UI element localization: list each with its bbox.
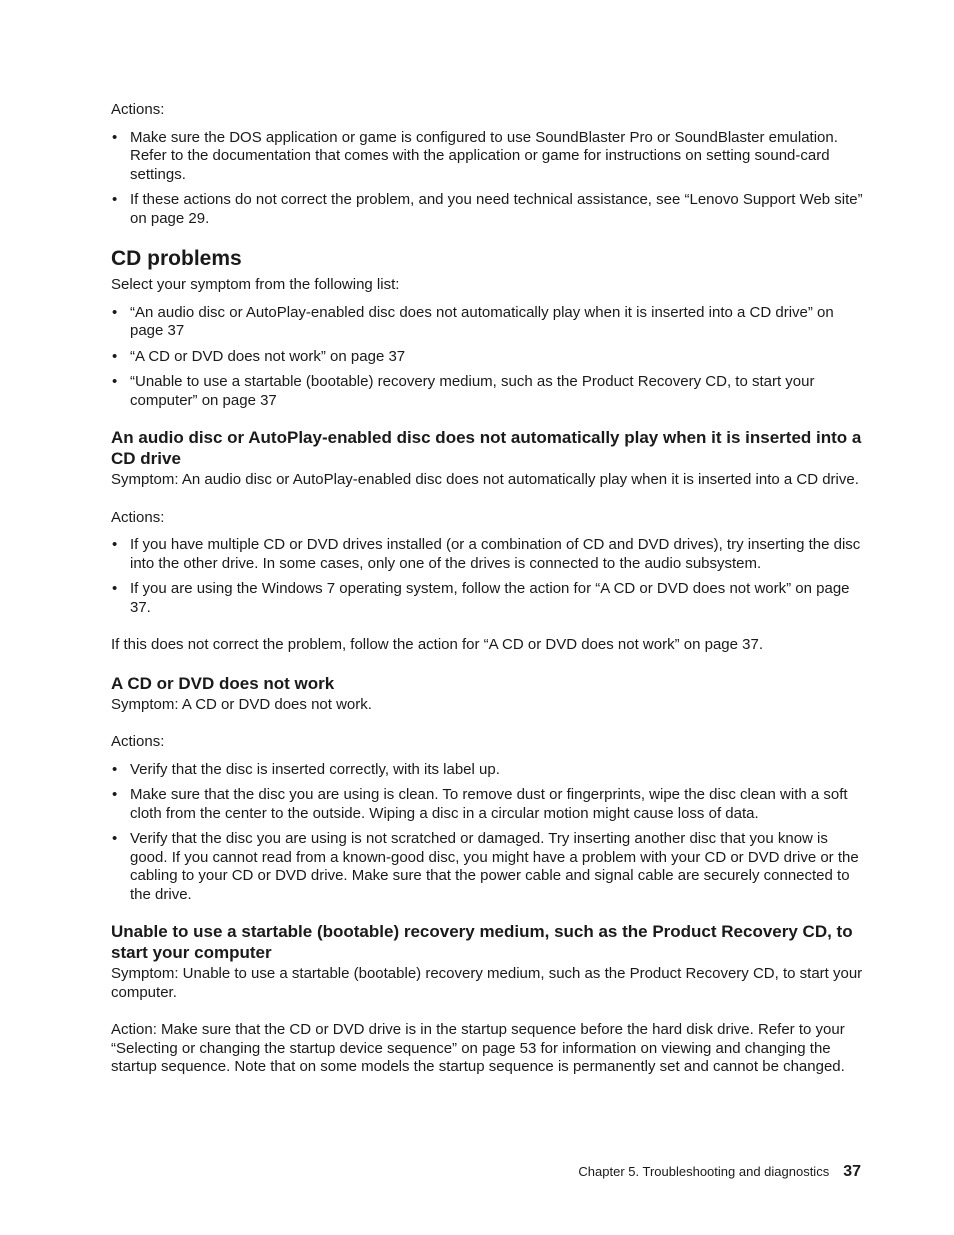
list-item: • Verify that the disc you are using is not scratched or damaged. Try inserting another disc that you know is good. If you cannot read from a known-good disc, you might have a problem with your CD or DVD drive or the cabling to your CD or DVD drive. Make sure that the power cable and signal cable are securely connected to the drive. [111,830,863,904]
page-content [111,101,863,1077]
page-footer [500,1163,861,1181]
symptom-link-recovery[interactable]: • “Unable to use a startable (bootable) recovery medium, such as the Product Recovery CD, to start your computer” on page 37 [111,373,863,410]
symptom-link-list [111,304,863,411]
list-item: • Make sure the DOS application or game is configured to use SoundBlaster Pro or SoundBlaster emulation. Refer to the documentation that comes with the application or game for instructions on setting sound-card settings. [111,129,863,185]
audio-disc-heading: An audio disc or AutoPlay-enabled disc does not automatically play when it is inserted into a CD drive [111,428,862,468]
list-item: • If you are using the Windows 7 operating system, follow the action for “A CD or DVD does not work” on page 37. [111,580,863,617]
page-number: 37 [843,1163,861,1180]
list-item: • Verify that the disc is inserted correctly, with its label up. [111,761,863,780]
cd-dvd-actions-label: Actions: [111,733,165,750]
footer-chapter: Chapter 5. Troubleshooting and diagnostics [578,1164,830,1179]
recovery-symptom: Symptom: Unable to use a startable (bootable) recovery medium, such as the Product Recovery CD, to start your computer. [111,965,863,1001]
symptom-link-audio-disc[interactable]: • “An audio disc or AutoPlay-enabled disc does not automatically play when it is inserted into a CD drive” on page 37 [111,304,863,341]
list-item: • If these actions do not correct the problem, and you need technical assistance, see “Lenovo Support Web site” on page 29. [111,191,863,228]
cd-dvd-symptom: Symptom: A CD or DVD does not work. [111,695,372,713]
intro-actions-label: Actions: [111,101,165,118]
cd-dvd-heading: A CD or DVD does not work [111,673,335,693]
cd-dvd-actions-list [111,761,863,905]
audio-disc-symptom: Symptom: An audio disc or AutoPlay-enabled disc does not automatically play when it is inserted into a CD drive. [111,471,859,488]
cd-problems-lead: Select your symptom from the following list: [111,276,400,293]
recovery-action: Action: Make sure that the CD or DVD drive is in the startup sequence before the hard disk drive. Refer to your “Selecting or changing the startup device sequence” on page 53 for information on viewing and changing the startup sequence. Note that on some models the startup sequence is permanently set and cannot be changed. [111,1021,845,1075]
list-item: • Make sure that the disc you are using is clean. To remove dust or fingerprints, wipe the disc clean with a soft cloth from the center to the outside. Wiping a disc in a circular motion might cause loss of data. [111,786,863,823]
cd-problems-heading: CD problems [111,247,242,270]
recovery-heading: Unable to use a startable (bootable) recovery medium, such as the Product Recovery CD, to start your computer [111,922,853,962]
symptom-link-cd-dvd[interactable]: • “A CD or DVD does not work” on page 37 [111,348,863,367]
audio-disc-followup: If this does not correct the problem, follow the action for “A CD or DVD does not work” on page 37. [111,636,763,653]
intro-actions-list [111,129,863,229]
audio-disc-actions-label: Actions: [111,508,165,526]
audio-disc-actions-list [111,536,863,617]
list-item: • If you have multiple CD or DVD drives installed (or a combination of CD and DVD drives), try inserting the disc into the other drive. In some cases, only one of the drives is connected to the audio subsystem. [111,536,863,573]
